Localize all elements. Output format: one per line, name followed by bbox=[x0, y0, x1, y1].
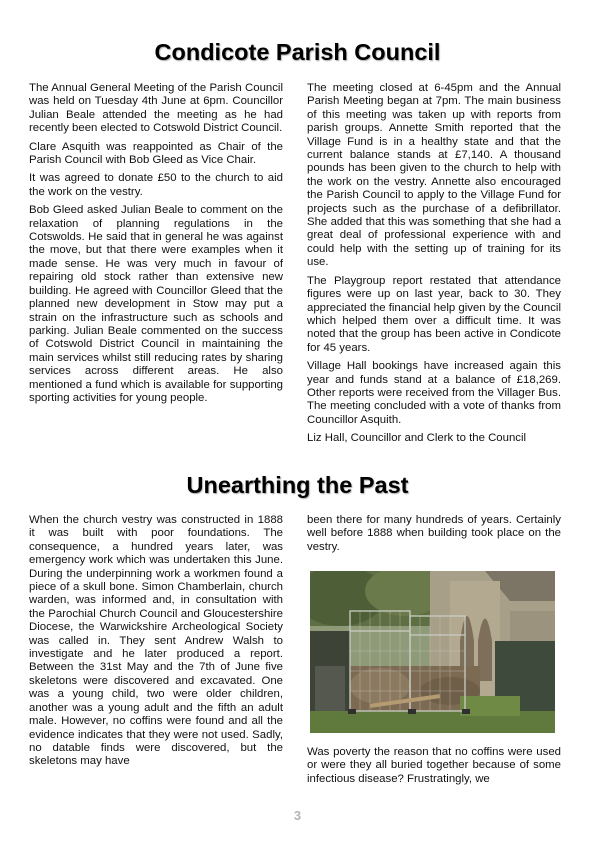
council-paragraph: Clare Asquith was reappointed as Chair of the Parish Council with Bob Gleed as Vice Chair. bbox=[29, 140, 283, 167]
past-left-column bbox=[29, 514, 283, 774]
council-right-column bbox=[307, 82, 561, 451]
page-number: 3 bbox=[293, 808, 302, 823]
church-vestry-excavation-photo bbox=[310, 571, 555, 733]
council-paragraph: Village Hall bookings have increased again this year and funds stand at a balance of £18,269. Other reports were received from the Villager Bus. The meeting concluded with a vote of thanks from Councillor Asquith. bbox=[307, 360, 561, 426]
unearthing-past-heading: Unearthing the Past bbox=[186, 472, 409, 498]
council-paragraph: The meeting closed at 6-45pm and the Annual Parish Meeting began at 7pm. The main business of this meeting was taken up with reports from parish groups. Annette Smith reported that the Village Fund is in a healthy state and that the current balance stands at £7,140. A thousand pounds has been given to the church to help with the work on the vestry. Annette also encouraged the Parish Council to apply to the Village Fund for projects such as the purchase of a defibrillator. She added that this was something that she had a great deal of professional experience with and could help with the setting up of training for its use. bbox=[307, 82, 561, 269]
past-right-column-top bbox=[307, 514, 561, 559]
council-signature: Liz Hall, Councillor and Clerk to the Council bbox=[307, 432, 527, 445]
past-right-column-bottom bbox=[307, 746, 561, 791]
past-paragraph: Was poverty the reason that no coffins were used or were they all buried together because of some infectious disease? Frustratingly, we bbox=[307, 746, 561, 785]
council-paragraph: It was agreed to donate £50 to the church to aid the work on the vestry. bbox=[29, 172, 283, 198]
past-paragraph: been there for many hundreds of years. Certainly well before 1888 when building took place on the vestry. bbox=[307, 514, 561, 553]
council-left-column bbox=[29, 82, 283, 410]
parish-council-heading: Condicote Parish Council bbox=[154, 39, 441, 65]
council-paragraph: The Annual General Meeting of the Parish Council was held on Tuesday 4th June at 6pm. Councillor Julian Beale attended the meeting as he had recently been elected to Cotswold District Council. bbox=[29, 82, 283, 135]
past-paragraph: When the church vestry was constructed in 1888 it was built with poor foundations. The consequence, a hundred years later, was emergency work which was undertaken this June. During the underpinning work a workmen found a piece of a skull bone. Simon Chamberlain, church warden, was informed and, in consultation with the Parochial Church Council and Gloucestershire Diocese, the Warwickshire Archeological Society was called in. They sent Andrew Walsh to investigate and he later produced a report. Between the 31st May and the 7th of June five skeletons were discovered and excavated. One was a young child, two were older children, another was a young adult and the fifth an adult male. However, no coffins were found and all the evidence indicates that they were not used. Sadly, no datable finds were discovered, but the skeletons may have bbox=[29, 514, 283, 768]
council-paragraph: Bob Gleed asked Julian Beale to comment on the relaxation of planning regulations in the Cotswolds. He said that in general he was against the move, but that there were examples when it made sense. He was very much in favour of repairing old stock rather than extensive new building. He agreed with Councillor Gleed that the planned new development in Stow may put a strain on the infrastructure such as schools and parking. Julian Beale commented on the success of Cotswold District Council in maintaining the main services whilst still reducing rates by sharing services across different areas. He also mentioned a fund which is available for supporting sporting activities for young people. bbox=[29, 204, 283, 404]
council-paragraph: The Playgroup report restated that attendance figures were up on last year, back to 30. They appreciated the financial help given by the Council which helped them over a difficult time. It was noted that the group has been active in Condicote for 45 years. bbox=[307, 274, 561, 354]
